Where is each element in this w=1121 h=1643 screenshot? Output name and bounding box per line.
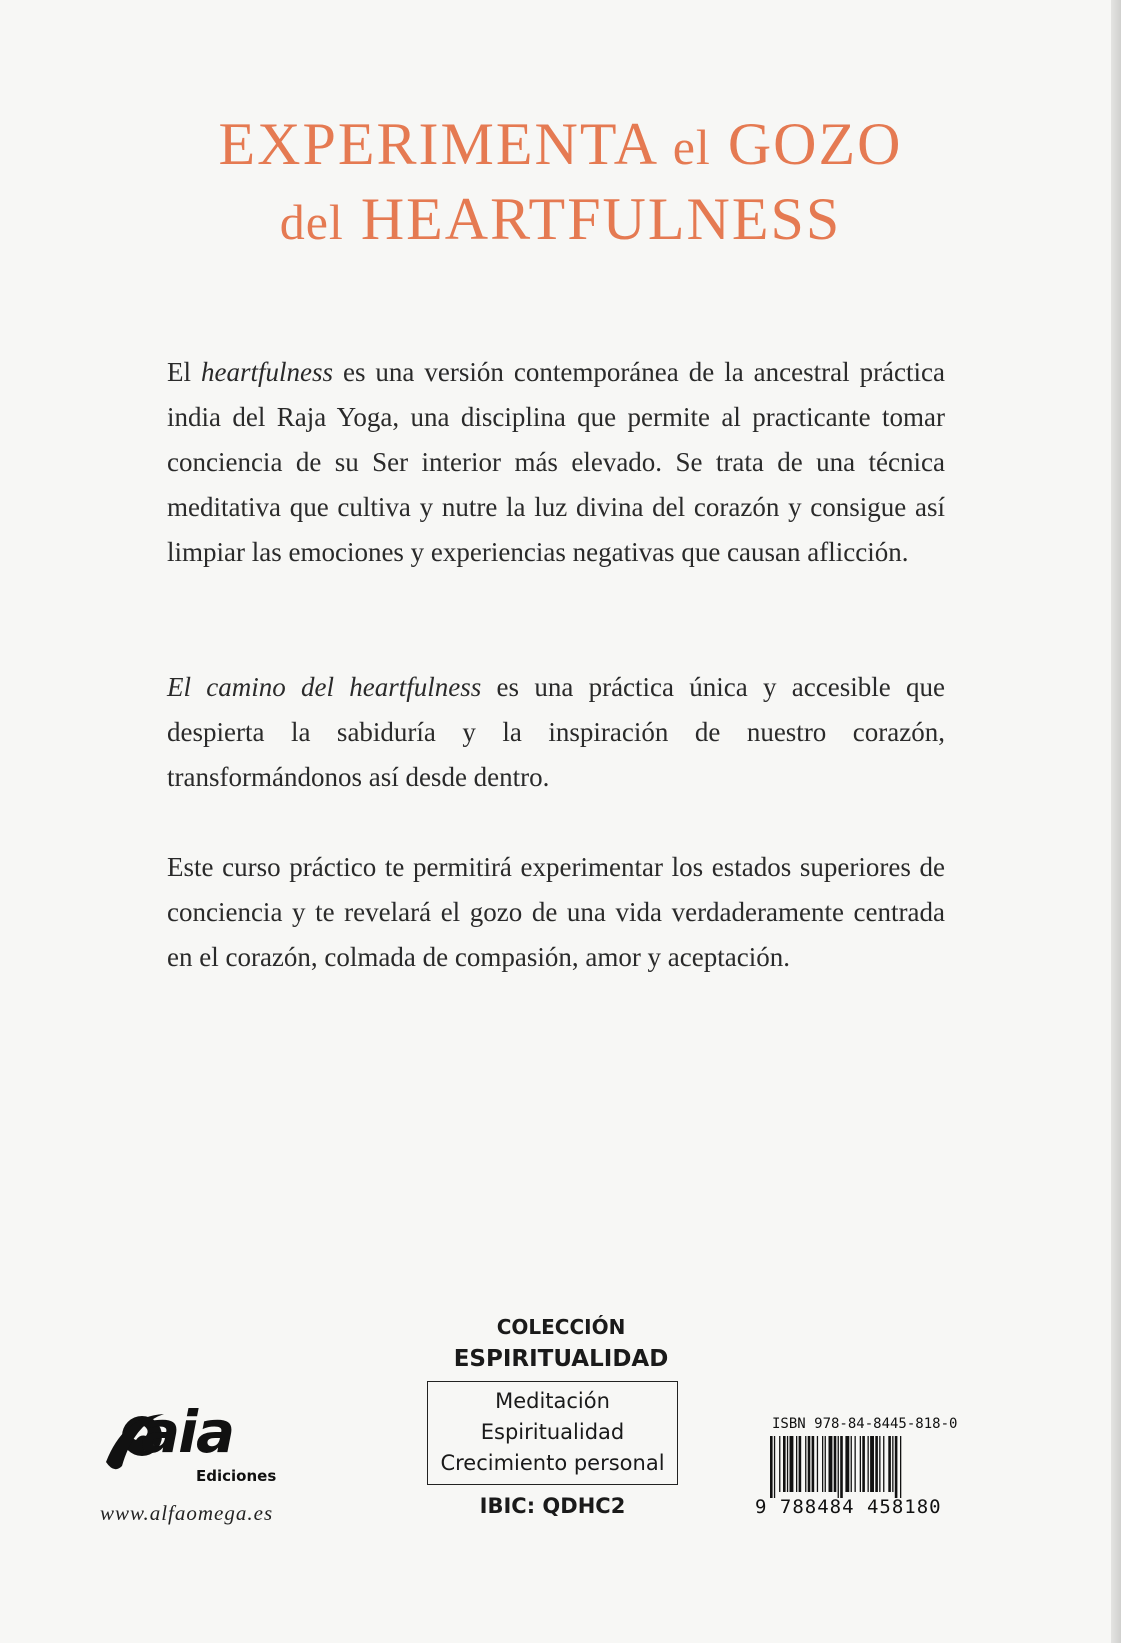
barcode-bar bbox=[892, 1436, 893, 1492]
publisher-logo-text: aia bbox=[141, 1398, 234, 1466]
publisher-logo-subtitle: Ediciones bbox=[196, 1467, 277, 1485]
collection-heading bbox=[431, 1312, 691, 1376]
barcode-bar bbox=[770, 1436, 773, 1498]
title-word: GOZO bbox=[727, 111, 903, 177]
barcode-bar bbox=[787, 1436, 788, 1492]
barcode-bar bbox=[860, 1436, 861, 1492]
title-line-1 bbox=[0, 108, 1121, 183]
barcode-bar bbox=[888, 1436, 891, 1492]
barcode-bar bbox=[883, 1436, 884, 1492]
barcode-bar bbox=[796, 1436, 797, 1492]
title-word: el bbox=[672, 119, 711, 175]
topic-item: Crecimiento personal bbox=[440, 1451, 665, 1475]
barcode-bar bbox=[879, 1436, 880, 1492]
topic-item: Espiritualidad bbox=[480, 1420, 625, 1444]
barcode-bar bbox=[851, 1436, 852, 1492]
title-line-2 bbox=[0, 183, 1121, 258]
barcode-bar bbox=[799, 1436, 802, 1492]
barcode-bar bbox=[840, 1436, 843, 1498]
text-run: Este curso práctico te permitirá experimentar los estados superiores de conciencia y te revelará el gozo de una vida verdaderamente centrada en el corazón, colmada de compasión, amor y aceptación. bbox=[167, 852, 945, 972]
barcode-bar bbox=[875, 1436, 878, 1492]
topics-box bbox=[427, 1381, 678, 1485]
title-word: EXPERIMENTA bbox=[218, 111, 656, 177]
barcode-bar bbox=[774, 1436, 775, 1498]
barcode-bar bbox=[812, 1436, 815, 1492]
barcode-bar bbox=[805, 1436, 806, 1492]
text-run-italic: El camino del heartfulness bbox=[167, 672, 482, 702]
barcode-bar bbox=[855, 1436, 856, 1492]
blurb-paragraph-2 bbox=[167, 665, 945, 800]
publisher-website: www.alfaomega.es bbox=[100, 1501, 274, 1525]
barcode-bar bbox=[790, 1436, 794, 1492]
title-word: HEARTFULNESS bbox=[360, 186, 842, 252]
text-run-italic: heartfulness bbox=[200, 357, 333, 387]
barcode-bar bbox=[817, 1436, 818, 1492]
title-word: del bbox=[279, 194, 344, 250]
blurb-paragraph-1 bbox=[167, 350, 945, 575]
barcode-bar bbox=[825, 1436, 826, 1492]
barcode-bar bbox=[845, 1436, 849, 1492]
barcode-bar bbox=[868, 1436, 869, 1492]
barcode-digits: 9 788484 458180 bbox=[755, 1496, 942, 1518]
barcode-bar bbox=[822, 1436, 823, 1492]
collection-name: ESPIRITUALIDAD bbox=[453, 1346, 669, 1372]
barcode-bar bbox=[808, 1436, 811, 1492]
barcode-bar bbox=[870, 1436, 874, 1492]
barcode-bar bbox=[834, 1436, 837, 1492]
isbn-label: ISBN 978-84-8445-818-0 bbox=[772, 1416, 958, 1432]
collection-label: COLECCIÓN bbox=[496, 1315, 626, 1339]
ibic-code: IBIC: QDHC2 bbox=[479, 1494, 626, 1518]
barcode-bar bbox=[829, 1436, 833, 1492]
barcode-bar bbox=[862, 1436, 865, 1492]
barcode-bar bbox=[895, 1436, 898, 1498]
blurb-paragraph-3 bbox=[167, 845, 945, 980]
barcode-bar bbox=[900, 1436, 901, 1498]
topic-item: Meditación bbox=[495, 1389, 610, 1413]
barcode-bar bbox=[783, 1436, 786, 1492]
text-run: El bbox=[167, 357, 201, 387]
barcode-bar bbox=[838, 1436, 839, 1498]
cover-title bbox=[0, 108, 1121, 258]
text-run: es una práctica única y accesible que despierta la sabiduría y la inspiración de nuestro corazón, transformándonos así desde dentro. bbox=[167, 672, 945, 792]
text-run: es una versión contemporánea de la ancestral práctica india del Raja Yoga, una disciplina que permite al practicante tomar conciencia de su Ser interior más elevado. Se trata de una técnica meditativa que cultiva y nutre la luz divina del corazón y consigue así limpiar las emociones y experiencias negativas que causan aflicción. bbox=[167, 357, 945, 567]
barcode-bar bbox=[779, 1436, 780, 1492]
